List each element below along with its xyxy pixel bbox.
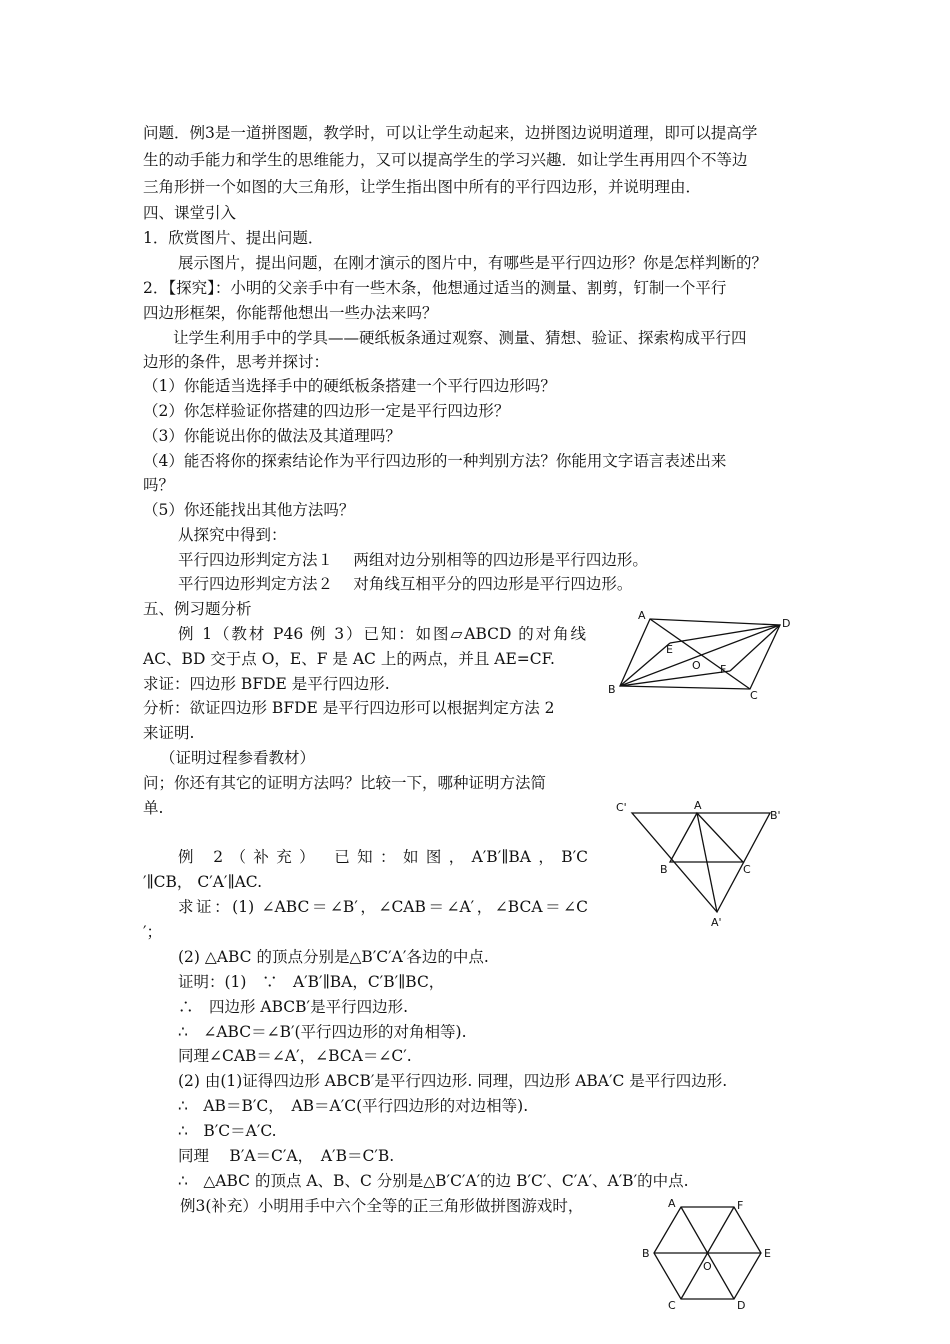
label-D-hex: D (737, 1299, 746, 1312)
text-line-3: 三角形拼一个如图的大三角形，让学生指出图中所有的平行四边形，并说明理由． (143, 178, 702, 196)
label-C-hex: C (668, 1299, 676, 1312)
example1-line7: 问；你还有其它的证明方法吗？比较一下，哪种证明方法简 (143, 774, 547, 792)
diagonal-ac (650, 619, 750, 689)
criterion-2: 平行四边形判定方法２ 对角线互相平分的四边形是平行四边形。 (178, 575, 633, 593)
example2-line4: ′； (143, 923, 163, 941)
criterion-1: 平行四边形判定方法１ 两组对边分别相等的四边形是平行四边形。 (178, 551, 648, 569)
label-C-fig2: C (743, 863, 751, 876)
example1-line1: 例 1（教材 P46 例 3）已知：如图▱ABCD 的对角线 (178, 625, 586, 643)
label-F: F (720, 663, 727, 676)
text-line-7: 2．【探究】：小明的父亲手中有一些木条，他想通过适当的测量、割剪，钉制一个平行 (143, 279, 727, 297)
section-heading-5: 五、例习题分析 (143, 600, 252, 618)
label-C: C (750, 689, 758, 702)
label-A: A (638, 609, 646, 622)
example2-line1: 例 2（补充） 已知：如图，A′B′∥BA，B′C (178, 848, 588, 866)
question-4-cont: 吗？ (143, 476, 175, 494)
proof-line1: 证明：(1) ∵ A′B′∥BA，C′B′∥BC， (178, 973, 445, 991)
label-A-fig2: A (694, 799, 702, 812)
example2-line2: ′∥CB， C′A′∥AC. (143, 873, 263, 891)
text-line-10: 边形的条件，思考并探讨： (143, 353, 330, 371)
example1-line4: 分析：欲证四边形 BFDE 是平行四边形可以根据判定方法 2 (143, 699, 555, 717)
proof-line5: (2) 由(1)证得四边形 ABCB′是平行四边形. 同理，四边形 ABA′C 是平行四边形. (178, 1072, 728, 1090)
text-line-2: 生的动手能力和学生的思维能力，又可以提高学生的学习兴趣．如让学生再用四个不等边 (143, 151, 748, 169)
text-line-8: 四边形框架，你能帮他想出一些办法来吗？ (143, 304, 438, 322)
example2-line3: 求证：(1) ∠ABC＝∠B′，∠CAB＝∠A′，∠BCA＝∠C (178, 898, 588, 916)
example1-line6: （证明过程参看教材） (160, 749, 316, 767)
question-5: （5）你还能找出其他方法吗？ (143, 501, 355, 519)
label-A-hex: A (668, 1197, 676, 1210)
example2-line5: (2) △ABC 的顶点分别是△B′C′A′各边的中点. (178, 948, 489, 966)
label-C-prime: C' (616, 801, 627, 814)
label-D: D (782, 617, 791, 630)
label-B-prime: B' (770, 809, 781, 822)
question-2: （2）你怎样验证你搭建的四边形一定是平行四边形？ (143, 402, 510, 420)
question-1: （1）你能适当选择手中的硬纸板条搭建一个平行四边形吗？ (143, 377, 556, 395)
label-B: B (608, 683, 616, 696)
example1-line2: AC、BD 交于点 O，E、F 是 AC 上的两点，并且 AE=CF. (143, 650, 555, 668)
example1-line5: 来证明. (143, 724, 195, 742)
text-line-9: 让学生利用手中的学具——硬纸板条通过观察、测量、猜想、验证、探索构成平行四 (173, 329, 747, 347)
proof-line4: 同理∠CAB＝∠A′，∠BCA＝∠C′. (178, 1047, 412, 1065)
question-4: （4）能否将你的探索结论作为平行四边形的一种判别方法？你能用文字语言表述出来 (143, 452, 727, 470)
label-F-hex: F (737, 1199, 744, 1212)
text-line-6: 展示图片，提出问题，在刚才演示的图片中，有哪些是平行四边形？你是怎样判断的？ (178, 254, 768, 272)
label-E-hex: E (764, 1247, 771, 1260)
label-O-hex: O (703, 1260, 712, 1273)
label-O: O (692, 659, 701, 672)
figure-midpoint-triangle (610, 795, 800, 930)
example1-line3: 求证：四边形 BFDE 是平行四边形. (143, 675, 390, 693)
proof-line2: ∴ 四边形 ABCB′是平行四边形. (178, 998, 408, 1016)
inner-triangle (670, 813, 743, 862)
figure-parallelogram-abcd (600, 605, 800, 705)
label-B-hex: B (642, 1247, 650, 1260)
section-heading-4: 四、课堂引入 (143, 204, 237, 222)
example1-line8: 单. (143, 799, 164, 817)
question-3: （3）你能说出你的做法及其道理吗？ (143, 427, 401, 445)
figure-hexagon (630, 1195, 790, 1320)
proof-line9: ∴ △ABC 的顶点 A、B、C 分别是△B′C′A′的边 B′C′、C′A′、A′B′的中点. (178, 1172, 689, 1190)
proof-line3: ∴ ∠ABC＝∠B′(平行四边形的对角相等). (178, 1023, 467, 1041)
text-line-1: 问题．例3是一道拼图题，教学时，可以让学生动起来，边拼图边说明道理，即可以提高学 (143, 124, 758, 142)
text-line-17: 从探究中得到： (178, 526, 287, 544)
segment-bf (620, 671, 730, 686)
label-A-prime: A' (711, 916, 722, 929)
text-line-5: 1．欣赏图片、提出问题． (143, 229, 324, 247)
proof-line6: ∴ AB＝B′C， AB＝A′C(平行四边形的对边相等). (178, 1097, 529, 1115)
example3-line1: 例3(补充）小明用手中六个全等的正三角形做拼图游戏时， (180, 1197, 584, 1215)
proof-line8: 同理 B′A＝C′A， A′B＝C′B. (178, 1147, 395, 1165)
label-E: E (666, 643, 673, 656)
proof-line7: ∴ B′C＝A′C. (178, 1122, 277, 1140)
label-B-fig2: B (660, 863, 668, 876)
